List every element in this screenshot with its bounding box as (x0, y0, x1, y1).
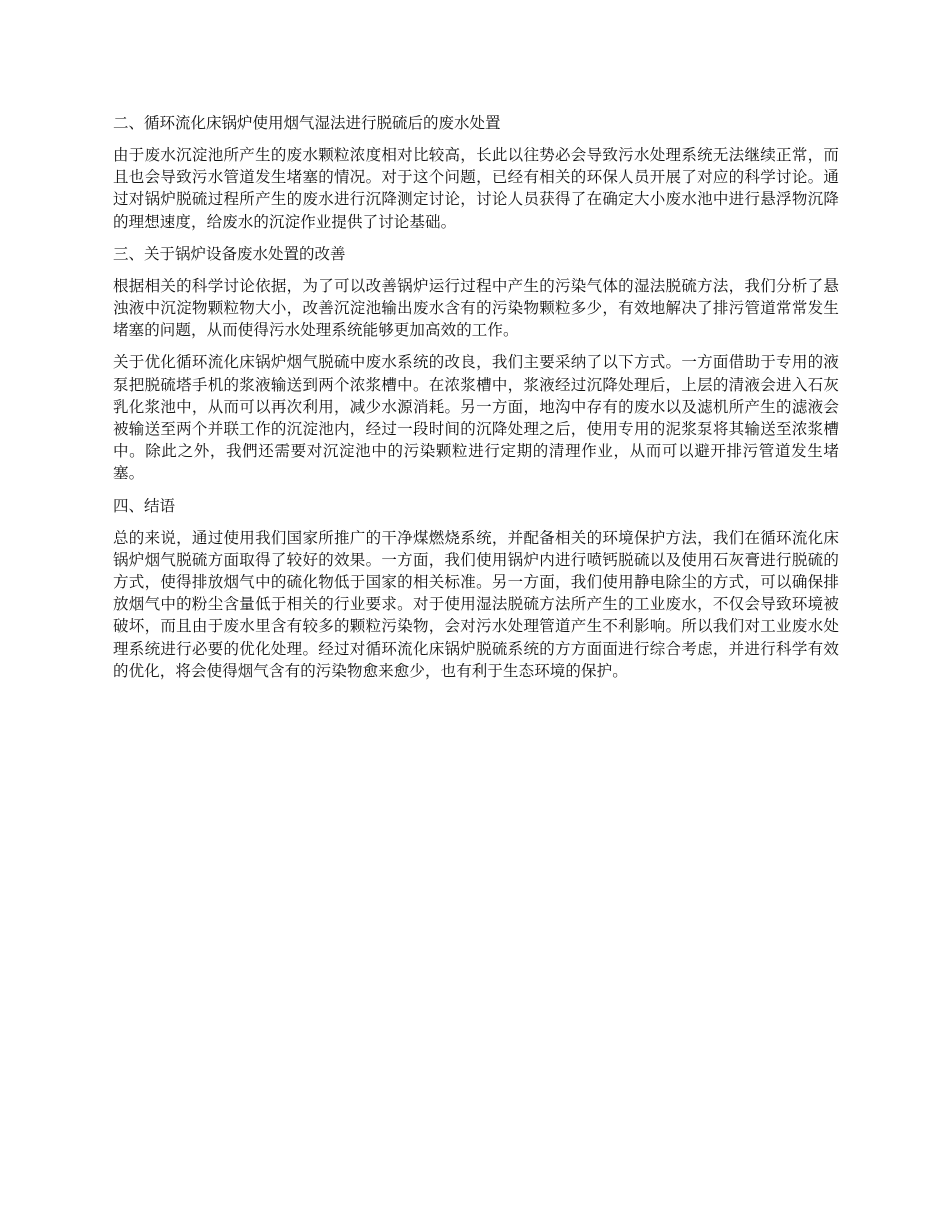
section-3-paragraph-1: 根据相关的科学讨论依据，为了可以改善锅炉运行过程中产生的污染气体的湿法脱硫方法，我们分析了悬浊液中沉淀物颗粒物大小，改善沉淀池输出废水含有的污染物颗粒多少，有效地解决了排污管道常常发生堵塞的问题，从而使得污水处理系统能够更加高效的工作。 (113, 276, 839, 340)
section-4-paragraph-1: 总的来说，通过使用我们国家所推广的干净煤燃烧系统，并配备相关的环境保护方法，我们在循环流化床锅炉烟气脱硫方面取得了较好的效果。一方面，我们使用锅炉内进行喷钙脱硫以及使用石灰膏进行脱硫的方式，使得排放烟气中的硫化物低于国家的相关标准。另一方面，我们使用静电除尘的方式，可以确保排放烟气中的粉尘含量低于相关的行业要求。对于使用湿法脱硫方法所产生的工业废水，不仅会导致环境被破坏，而且由于废水里含有较多的颗粒污染物，会对污水处理管道产生不利影响。所以我们对工业废水处理系统进行必要的优化处理。经过对循环流化床锅炉脱硫系统的方方面面进行综合考虑，并进行科学有效的优化，将会使得烟气含有的污染物愈来愈少，也有利于生态环境的保护。 (113, 528, 839, 680)
section-heading-2: 二、循环流化床锅炉使用烟气湿法进行脱硫后的废水处置 (113, 114, 501, 132)
section-2-paragraph-1: 由于废水沉淀池所产生的废水颗粒浓度相对比较高，长此以往势必会导致污水处理系统无法继续正常，而且也会导致污水管道发生堵塞的情况。对于这个问题，已经有相关的环保人员开展了对应的科学讨论。通过对锅炉脱硫过程所产生的废水进行沉降测定讨论，讨论人员获得了在确定大小废水池中进行悬浮物沉降的理想速度，给废水的沉淀作业提供了讨论基础。 (113, 146, 839, 231)
section-3-paragraph-2: 关于优化循环流化床锅炉烟气脱硫中废水系统的改良，我们主要采纳了以下方式。一方面借助于专用的液泵把脱硫塔手机的浆液输送到两个浓浆槽中。在浓浆槽中，浆液经过沉降处理后，上层的清液会进入石灰乳化浆池中，从而可以再次利用，减少水源消耗。另一方面，地沟中存有的废水以及滤机所产生的滤液会被输送至两个并联工作的沉淀池内，经过一段时间的沉降处理之后，使用专用的泥浆泵将其输送至浓浆槽中。除此之外，我們还需要对沉淀池中的污染颗粒进行定期的清理作业，从而可以避开排污管道发生堵塞。 (113, 353, 839, 483)
section-heading-3: 三、关于锅炉设备废水处置的改善 (113, 244, 346, 263)
section-heading-4: 四、结语 (113, 496, 176, 515)
document-body (113, 112, 839, 692)
